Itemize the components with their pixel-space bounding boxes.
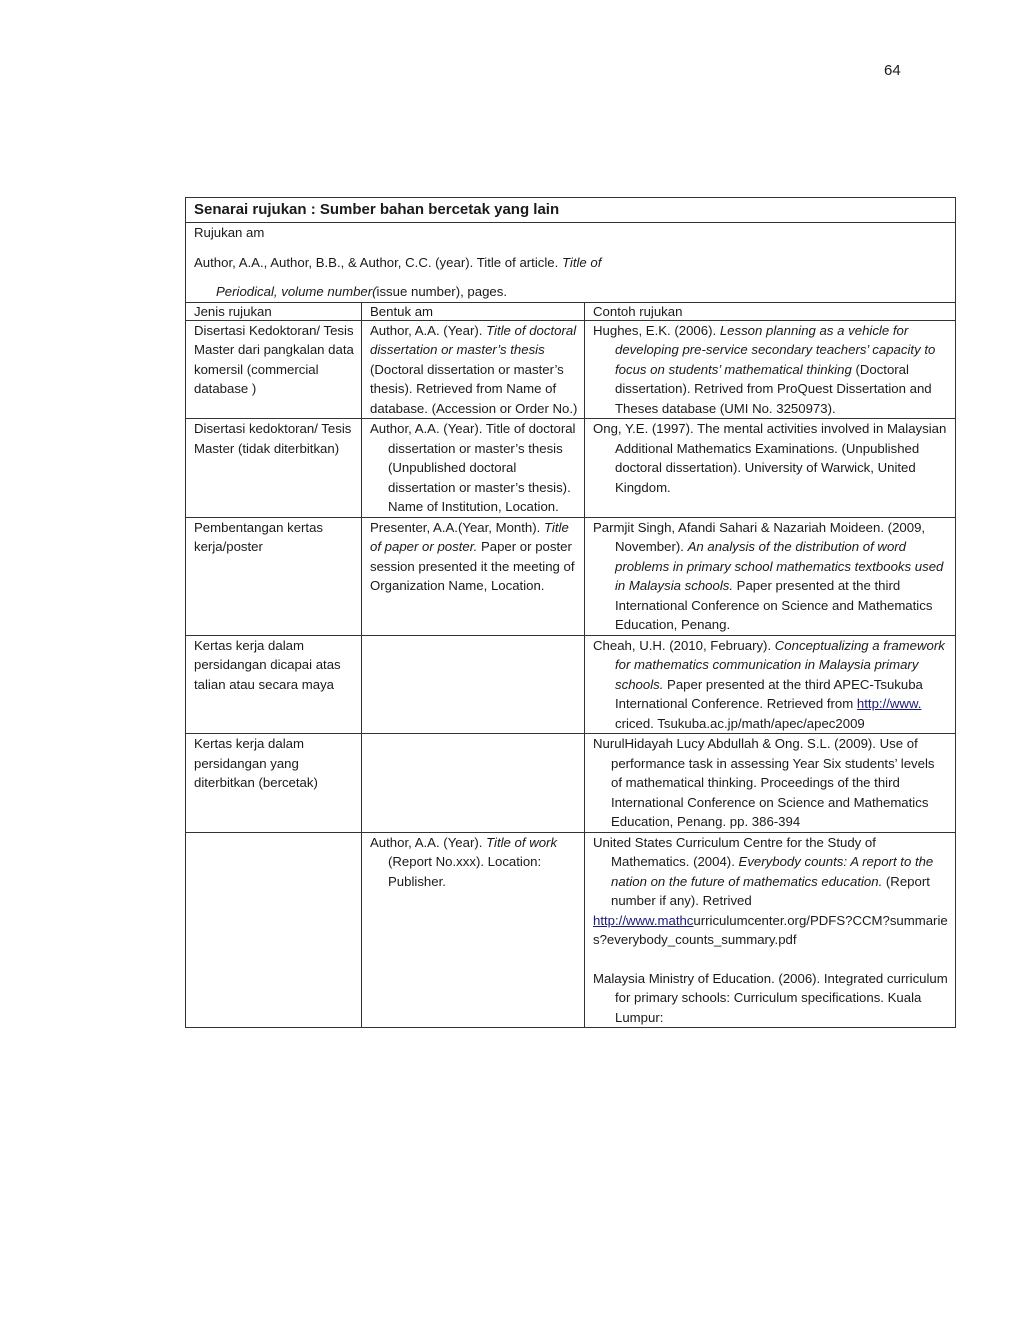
form-text: Author, A.A. (Year). bbox=[370, 322, 487, 338]
form-italic: Title of paper or poster. bbox=[370, 519, 569, 554]
example-text-2: (Doctoral dissertation). Retrived from ProQuest Dissertation and Theses database (UMI No. 3250973). bbox=[615, 361, 932, 416]
table-title-row bbox=[186, 198, 956, 223]
example-text-3: urriculumcenter.org/PDFS?CCM?summaries?everybody_counts_summary.pdf bbox=[593, 912, 948, 947]
example-italic: Everybody counts: A report to the nation on the future of mathematics education. bbox=[611, 854, 934, 889]
row-form bbox=[362, 517, 585, 635]
form-text: Presenter, A.A.(Year, Month). bbox=[370, 519, 544, 535]
page-number: 64 bbox=[884, 62, 901, 79]
row-type bbox=[186, 320, 362, 419]
reference-link[interactable]: http://www.mathc bbox=[593, 912, 694, 928]
row-example bbox=[585, 320, 956, 419]
example-italic: Lesson planning as a vehicle for developing pre-service secondary teachers’ capacity to focus on students’ mathematical thinking bbox=[615, 322, 936, 377]
row-type bbox=[186, 517, 362, 635]
table-header-row bbox=[186, 302, 956, 320]
example-italic: Conceptualizing a framework for mathematics communication in Malaysia primary schools. bbox=[615, 637, 945, 692]
example-text-2: (Report number if any). Retrived bbox=[611, 873, 930, 908]
table-row bbox=[186, 734, 956, 833]
general-line1-text: Author, A.A., Author, B.B., & Author, C.C. (year). Title of article. bbox=[194, 254, 562, 270]
table-title: Senarai rujukan : Sumber bahan bercetak yang lain bbox=[186, 198, 956, 223]
row-form bbox=[362, 635, 585, 734]
reference-link[interactable]: http://www. bbox=[856, 696, 922, 711]
form-text-2: (Doctoral dissertation or master’s thesis). Retrieved from Name of database. (Accession or Order No.) bbox=[370, 361, 578, 416]
example-text: United States Curriculum Centre for the Study of Mathematics. (2004). bbox=[593, 834, 876, 869]
row-type bbox=[186, 635, 362, 734]
table-row bbox=[186, 832, 956, 1028]
row-example bbox=[585, 419, 956, 518]
general-line2-text: issue number), pages. bbox=[376, 284, 508, 299]
example-text-2: Paper presented at the third International Conference on Science and Mathematics Education, Penang. bbox=[615, 578, 933, 632]
header-form: Bentuk am bbox=[362, 302, 585, 320]
example-text: NurulHidayah Lucy Abdullah & Ong. S.L. (2009). Use of performance task in assessing Year Six students’ levels of mathematical thinking. Proceedings of the third International Conference on Science and Mathematics Education, Penang. pp. 386-394 bbox=[593, 736, 935, 829]
row-example bbox=[585, 734, 956, 833]
row-type bbox=[186, 419, 362, 518]
spacer bbox=[593, 950, 949, 969]
example-italic: An analysis of the distribution of word problems in primary school mathematics textbooks used in Malaysia schools. bbox=[615, 539, 944, 593]
general-reference-label: Rujukan am bbox=[194, 225, 265, 240]
header-type: Jenis rujukan bbox=[186, 302, 362, 320]
table-row bbox=[186, 419, 956, 518]
general-line2-italic: Periodical, volume number( bbox=[216, 284, 377, 299]
row-type-text: Pembentangan kertas kerja/poster bbox=[194, 519, 324, 554]
row-form bbox=[362, 734, 585, 833]
row-form bbox=[362, 320, 585, 419]
row-type-text: Disertasi kedoktoran/ Tesis Master (tidak diterbitkan) bbox=[194, 421, 352, 456]
form-italic: Title of doctoral dissertation or master’s thesis bbox=[370, 322, 577, 357]
header-example: Contoh rujukan bbox=[585, 302, 956, 320]
form-text-2: (Report No.xxx). Location: Publisher. bbox=[388, 854, 542, 889]
general-reference-line2 bbox=[194, 282, 949, 302]
row-type-text: Kertas kerja dalam persidangan yang diterbitkan (bercetak) bbox=[194, 736, 318, 790]
example-text-4: Malaysia Ministry of Education. (2006). Integrated curriculum for primary schools: Curriculum specifications. Kuala Lumpur: bbox=[593, 970, 948, 1025]
table-row bbox=[186, 635, 956, 734]
example-text: Cheah, U.H. (2010, February). bbox=[593, 637, 775, 653]
general-line1-italic: Title of bbox=[561, 254, 602, 270]
form-text: Author, A.A. (Year). bbox=[370, 834, 487, 850]
general-reference-row bbox=[186, 223, 956, 303]
row-type bbox=[186, 832, 362, 1028]
row-example bbox=[585, 832, 956, 1028]
table-row bbox=[186, 517, 956, 635]
row-type bbox=[186, 734, 362, 833]
general-reference-line1 bbox=[194, 253, 949, 273]
general-reference bbox=[186, 223, 956, 303]
form-text-2: Paper or poster session presented it the meeting of Organization Name, Location. bbox=[370, 539, 575, 593]
reference-table bbox=[185, 197, 956, 1028]
example-text: Parmjit Singh, Afandi Sahari & Nazariah Moideen. (2009, November). bbox=[593, 519, 926, 554]
row-example bbox=[585, 517, 956, 635]
row-example bbox=[585, 635, 956, 734]
row-type-text: Disertasi Kedoktoran/ Tesis Master dari pangkalan data komersil (commercial database ) bbox=[194, 322, 354, 396]
table-row bbox=[186, 320, 956, 419]
row-form bbox=[362, 419, 585, 518]
form-text: Author, A.A. (Year). Title of doctoral dissertation or master’s thesis (Unpublished doctoral dissertation or master’s thesis). Name of Institution, Location. bbox=[370, 421, 576, 514]
example-text-2: Paper presented at the third APEC-Tsukuba International Conference. Retrieved from bbox=[615, 676, 923, 711]
example-text-3: criced. Tsukuba.ac.jp/math/apec/apec2009 bbox=[615, 715, 865, 731]
row-type-text: Kertas kerja dalam persidangan dicapai atas talian atau secara maya bbox=[194, 637, 341, 692]
row-form bbox=[362, 832, 585, 1028]
form-italic: Title of work bbox=[486, 834, 558, 850]
example-text: Hughes, E.K. (2006). bbox=[593, 322, 720, 338]
example-text: Ong, Y.E. (1997). The mental activities involved in Malaysian Additional Mathematics Examinations. (Unpublished doctoral dissertation). University of Warwick, United Kingdom. bbox=[593, 421, 947, 495]
